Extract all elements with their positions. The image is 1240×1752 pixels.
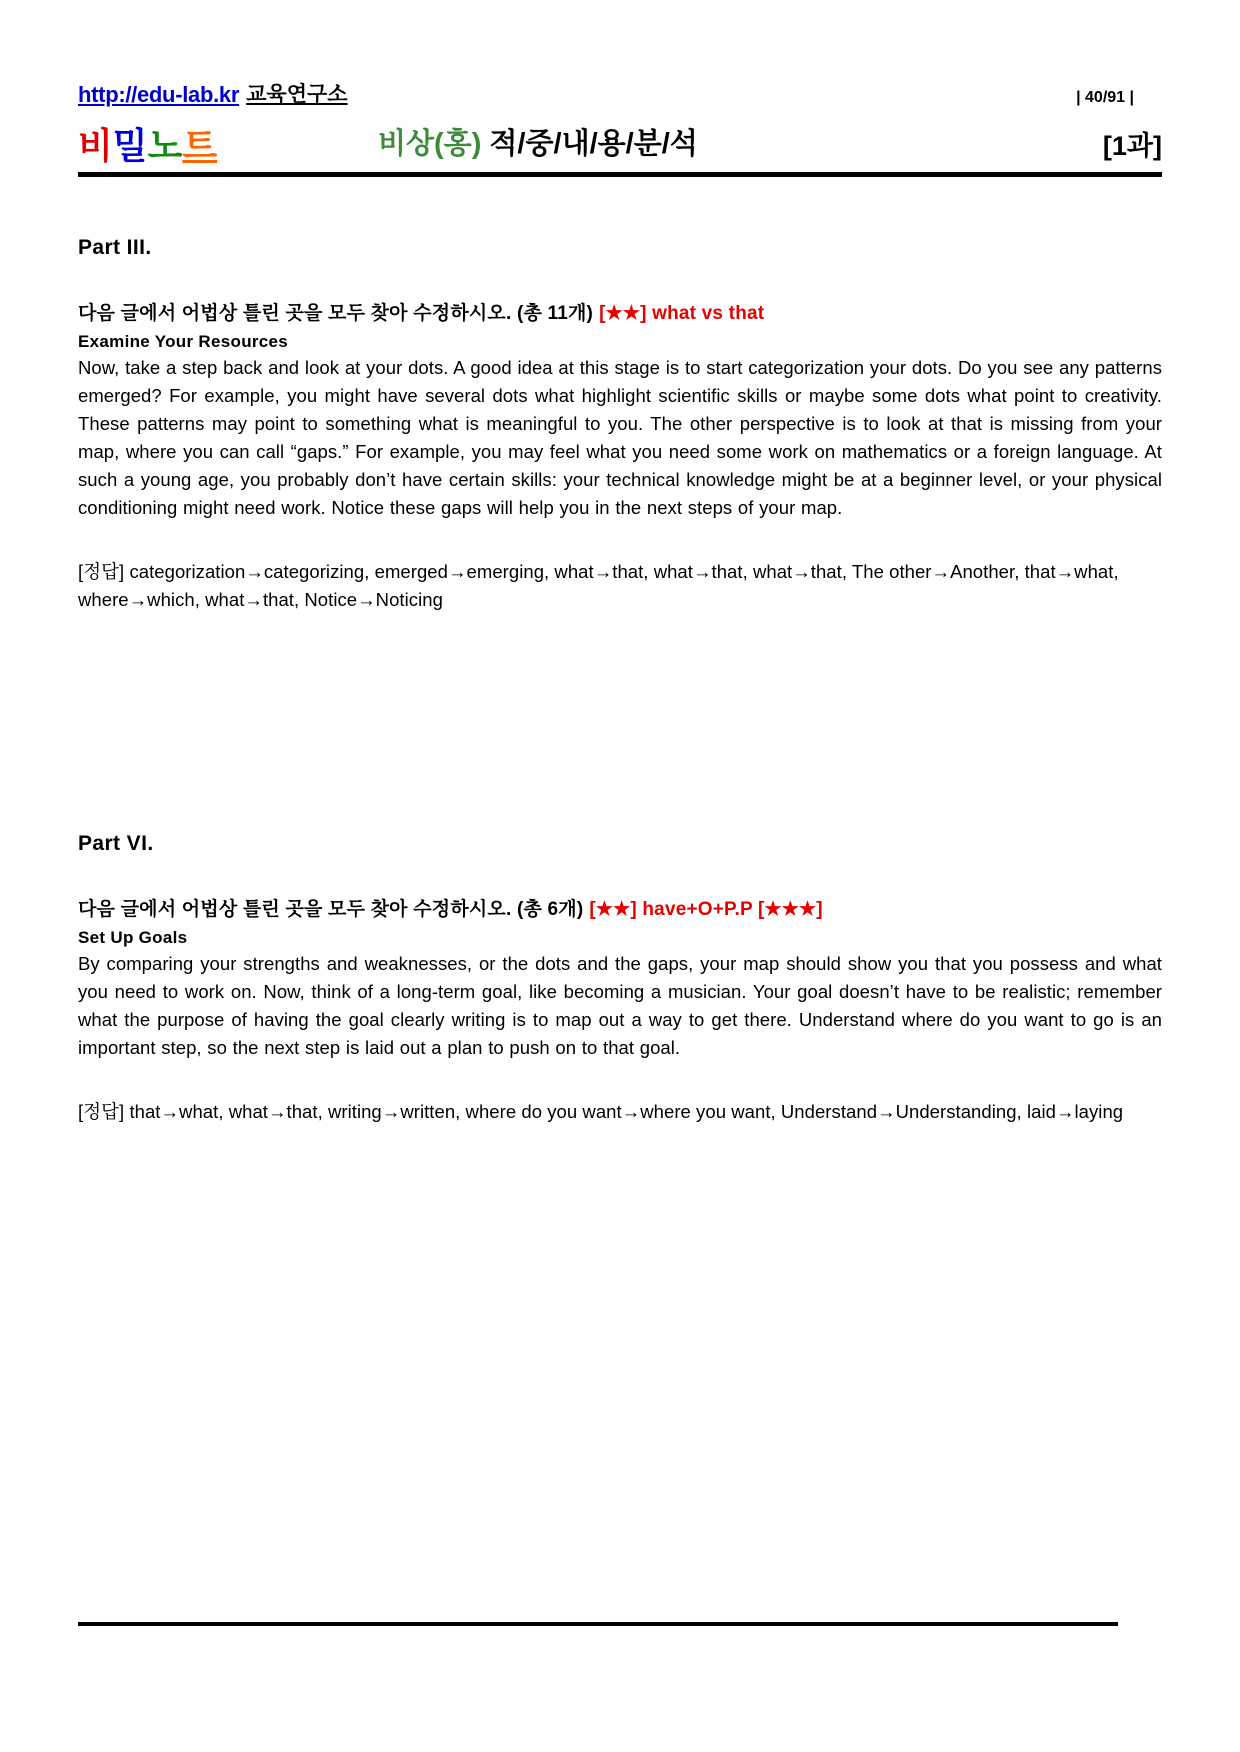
document-body [78, 236, 1162, 1127]
brand-char-3: 노 [147, 125, 183, 166]
header-center-title [378, 121, 698, 162]
answer-label: [정답] [78, 1101, 125, 1123]
answer-text: that→what, what→that, writing→written, where do you want→where you want, Understand→Understanding, laid→laying [129, 1101, 1124, 1123]
answer-text: categorization→categorizing, emerged→emerging, what→that, what→that, what→that, The other→Another, that→what, where→which, what→that, Notice→Noticing [78, 561, 1119, 611]
answer-block [78, 558, 1162, 614]
passage-text: Now, take a step back and look at your dots. A good idea at this stage is to start categorization your dots. Do you see any patterns emerged? For example, you might have several dots what highlight scientific skills or maybe some dots what point to creativity. These patterns may point to something what is meaningful to you. The other perspective is to look at that is missing from your map, where you can call “gaps.” For example, you may feel what you need some work on mathematics or a foreign language. At such a young age, you probably don’t have certain skills: your technical knowledge might be at a beginner level, or your physical conditioning might need work. Notice these gaps will help you in the next steps of your map. [78, 356, 1162, 519]
question-count: (총 11개) [516, 303, 594, 324]
header-divider [78, 172, 1162, 177]
brand-char-1: 비 [78, 125, 113, 166]
section-part-3 [78, 236, 1162, 614]
question-grammar-tag: [★★] have+O+P.P [★★★] [589, 899, 823, 921]
passage-title: Examine Your Resources [78, 331, 289, 351]
question-instruction [78, 896, 1162, 924]
passage-title: Set Up Goals [78, 927, 188, 947]
publisher-name: 비상(홍) [378, 128, 482, 160]
part-title: Part VI. [78, 832, 154, 856]
page-header [78, 70, 1162, 164]
site-label: 교육연구소 [246, 83, 348, 106]
section-part-6 [78, 832, 1162, 1126]
part-title: Part III. [78, 236, 152, 259]
site-url-link[interactable]: http://edu-lab.kr [78, 82, 240, 107]
brand-logo [78, 125, 218, 166]
question-korean-text: 다음 글에서 어법상 틀린 곳을 모두 찾아 수정하시오. [78, 899, 512, 921]
question-grammar-tag: [★★] what vs that [599, 303, 765, 324]
answer-block [78, 1098, 1162, 1126]
answer-label: [정답] [78, 561, 125, 583]
page-count: | 40/91 | [1076, 89, 1134, 106]
lesson-number: [1과] [1102, 131, 1162, 161]
brand-char-2: 밀 [112, 125, 148, 166]
header-top-row [78, 70, 1162, 108]
passage-text: By comparing your strengths and weaknesses, or the dots and the gaps, your map should show you that you possess and what you need to work on. Now, think of a long-term goal, like becoming a musician. Your goal doesn’t have to be realistic; remember what the purpose of having the goal clearly writing is to map out a way to get there. Understand where do you want to go is an important step, so the next step is laid out a plan to push on to that goal. [78, 952, 1162, 1059]
question-count: (총 6개) [516, 899, 584, 921]
analysis-label: 적/중/내/용/분/석 [489, 128, 698, 160]
footer-divider [78, 1622, 1118, 1626]
brand-char-4: 트 [182, 125, 218, 166]
question-instruction [78, 300, 1162, 328]
section-spacer [78, 614, 1162, 832]
question-korean-text: 다음 글에서 어법상 틀린 곳을 모두 찾아 수정하시오. [78, 303, 512, 324]
header-bottom-row [78, 112, 1162, 164]
